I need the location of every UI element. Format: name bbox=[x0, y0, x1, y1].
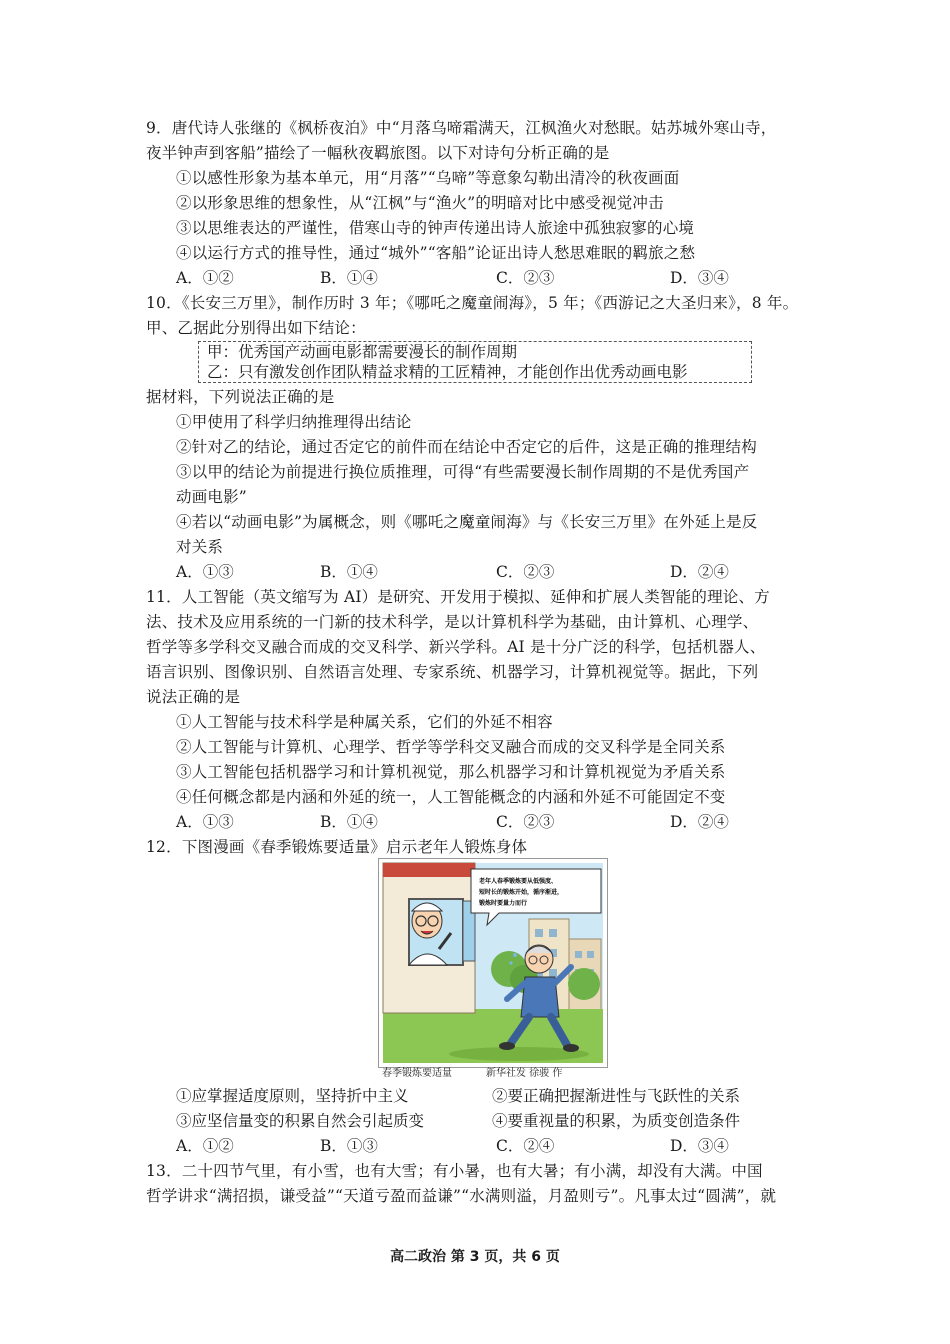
q11-stem-line-1: 11．人工智能（英文缩写为 AI）是研究、开发用于模拟、延伸和扩展人类智能的理论、方 bbox=[146, 588, 770, 606]
q9-statement-3: ③以思维表达的严谨性，借寒山寺的钟声传递出诗人旅途中孤独寂寥的心境 bbox=[176, 219, 695, 237]
cartoon-caption-credit: 新华社发 徐骏 作 bbox=[486, 1068, 563, 1079]
q11-option-d[interactable]: D．②④ bbox=[670, 813, 729, 831]
q10-option-b[interactable]: B．①④ bbox=[320, 563, 378, 581]
bubble-text-line-3: 锻炼时要量力而行 bbox=[479, 900, 528, 907]
q10-statement-3a: ③以甲的结论为前提进行换位质推理，可得“有些需要漫长制作周期的不是优秀国产 bbox=[176, 463, 750, 481]
q9-option-d[interactable]: D．③④ bbox=[670, 269, 729, 287]
page-footer: 高二政治 第 3 页，共 6 页 bbox=[390, 1249, 560, 1265]
q12-statement-2: ②要正确把握渐进性与飞跃性的关系 bbox=[492, 1087, 741, 1105]
q11-stem-line-4: 语言识别、图像识别、自然语言处理、专家系统、机器学习，计算机视觉等。据此，下列 bbox=[146, 663, 759, 681]
q11-stem-line-5: 说法正确的是 bbox=[146, 688, 241, 706]
q12-stem-line-1: 12．下图漫画《春季锻炼要适量》启示老年人锻炼身体 bbox=[146, 838, 528, 856]
q9-statement-2: ②以形象思维的想象性，从“江枫”与“渔火”的明暗对比中感受视觉冲击 bbox=[176, 194, 664, 212]
q10-conclusion-jia: 甲：优秀国产动画电影都需要漫长的制作周期 bbox=[207, 343, 518, 361]
q10-statement-4a: ④若以“动画电影”为属概念，则《哪吒之魔童闹海》与《长安三万里》在外延上是反 bbox=[176, 513, 758, 531]
q12-statement-4: ④要重视量的积累，为质变创造条件 bbox=[492, 1112, 741, 1130]
q10-option-c[interactable]: C．②③ bbox=[496, 563, 555, 581]
q10-stem-line-3: 据材料，下列说法正确的是 bbox=[146, 388, 335, 406]
q11-stem-line-3: 哲学等多学科交叉融合而成的交叉科学、新兴学科。AI 是十分广泛的科学，包括机器人、 bbox=[146, 638, 766, 656]
q10-statement-3b: 动画电影” bbox=[176, 488, 247, 506]
q9-option-a[interactable]: A．①② bbox=[176, 269, 234, 287]
q10-conclusion-box bbox=[198, 341, 752, 383]
q11-statement-2: ②人工智能与计算机、心理学、哲学等学科交叉融合而成的交叉科学是全同关系 bbox=[176, 738, 726, 756]
q10-statement-4b: 对关系 bbox=[176, 538, 224, 556]
q11-option-b[interactable]: B．①④ bbox=[320, 813, 378, 831]
bubble-text-line-2: 短时长的锻炼开始，循序渐进， bbox=[479, 889, 564, 896]
q10-statement-1: ①甲使用了科学归纳推理得出结论 bbox=[176, 413, 412, 431]
q9-stem-line-2: 夜半钟声到客船”描绘了一幅秋夜羁旅图。以下对诗句分析正确的是 bbox=[146, 144, 610, 162]
cartoon-caption-title: 春季锻炼要适量 bbox=[382, 1068, 452, 1079]
q10-conclusion-yi: 乙：只有激发创作团队精益求精的工匠精神，才能创作出优秀动画电影 bbox=[207, 363, 688, 381]
q13-stem-line-1: 13．二十四节气里，有小雪，也有大雪；有小暑，也有大暑；有小满，却没有大满。中国 bbox=[146, 1162, 763, 1180]
q13-stem-line-2: 哲学讲求“满招损，谦受益”“天道亏盈而益谦”“水满则溢，月盈则亏”。凡事太过“圆满”，就 bbox=[146, 1187, 777, 1205]
q9-statement-1: ①以感性形象为基本单元，用“月落”“乌啼”等意象勾勒出清冷的秋夜画面 bbox=[176, 169, 680, 187]
q9-stem-line-1: 9．唐代诗人张继的《枫桥夜泊》中“月落乌啼霜满天，江枫渔火对愁眠。姑苏城外寒山寺， bbox=[146, 119, 777, 137]
q10-stem-line-1: 10．《长安三万里》，制作历时 3 年；《哪吒之魔童闹海》，5 年；《西游记之大圣归来》，8 年。 bbox=[146, 294, 799, 312]
q10-option-d[interactable]: D．②④ bbox=[670, 563, 729, 581]
q10-stem-line-2: 甲、乙据此分别得出如下结论： bbox=[146, 319, 366, 337]
q12-statement-1: ①应掌握适度原则，坚持折中主义 bbox=[176, 1087, 409, 1105]
q10-statement-2: ②针对乙的结论，通过否定它的前件而在结论中否定它的后件，这是正确的推理结构 bbox=[176, 438, 757, 456]
q12-option-b[interactable]: B．①③ bbox=[320, 1137, 378, 1155]
q11-statement-3: ③人工智能包括机器学习和计算机视觉，那么机器学习和计算机视觉为矛盾关系 bbox=[176, 763, 726, 781]
q12-option-d[interactable]: D．③④ bbox=[670, 1137, 729, 1155]
q11-option-c[interactable]: C．②③ bbox=[496, 813, 555, 831]
cartoon-illustration bbox=[379, 859, 607, 1067]
q12-option-c[interactable]: C．②④ bbox=[496, 1137, 555, 1155]
q11-statement-1: ①人工智能与技术科学是种属关系，它们的外延不相容 bbox=[176, 713, 553, 731]
cartoon-image bbox=[378, 858, 608, 1068]
q12-statement-3: ③应坚信量变的积累自然会引起质变 bbox=[176, 1112, 425, 1130]
q12-option-a[interactable]: A．①② bbox=[176, 1137, 234, 1155]
q9-option-b[interactable]: B．①④ bbox=[320, 269, 378, 287]
q9-statement-4: ④以运行方式的推导性，通过“城外”“客船”论证出诗人愁思难眠的羁旅之愁 bbox=[176, 244, 696, 262]
q11-stem-line-2: 法、技术及应用系统的一门新的技术科学，是以计算机科学为基础，由计算机、心理学、 bbox=[146, 613, 759, 631]
q9-option-c[interactable]: C．②③ bbox=[496, 269, 555, 287]
q11-statement-4: ④任何概念都是内涵和外延的统一，人工智能概念的内涵和外延不可能固定不变 bbox=[176, 788, 726, 806]
bubble-text-line-1: 老年人春季锻炼要从低强度、 bbox=[479, 878, 558, 885]
q11-option-a[interactable]: A．①③ bbox=[176, 813, 234, 831]
q10-option-a[interactable]: A．①③ bbox=[176, 563, 234, 581]
